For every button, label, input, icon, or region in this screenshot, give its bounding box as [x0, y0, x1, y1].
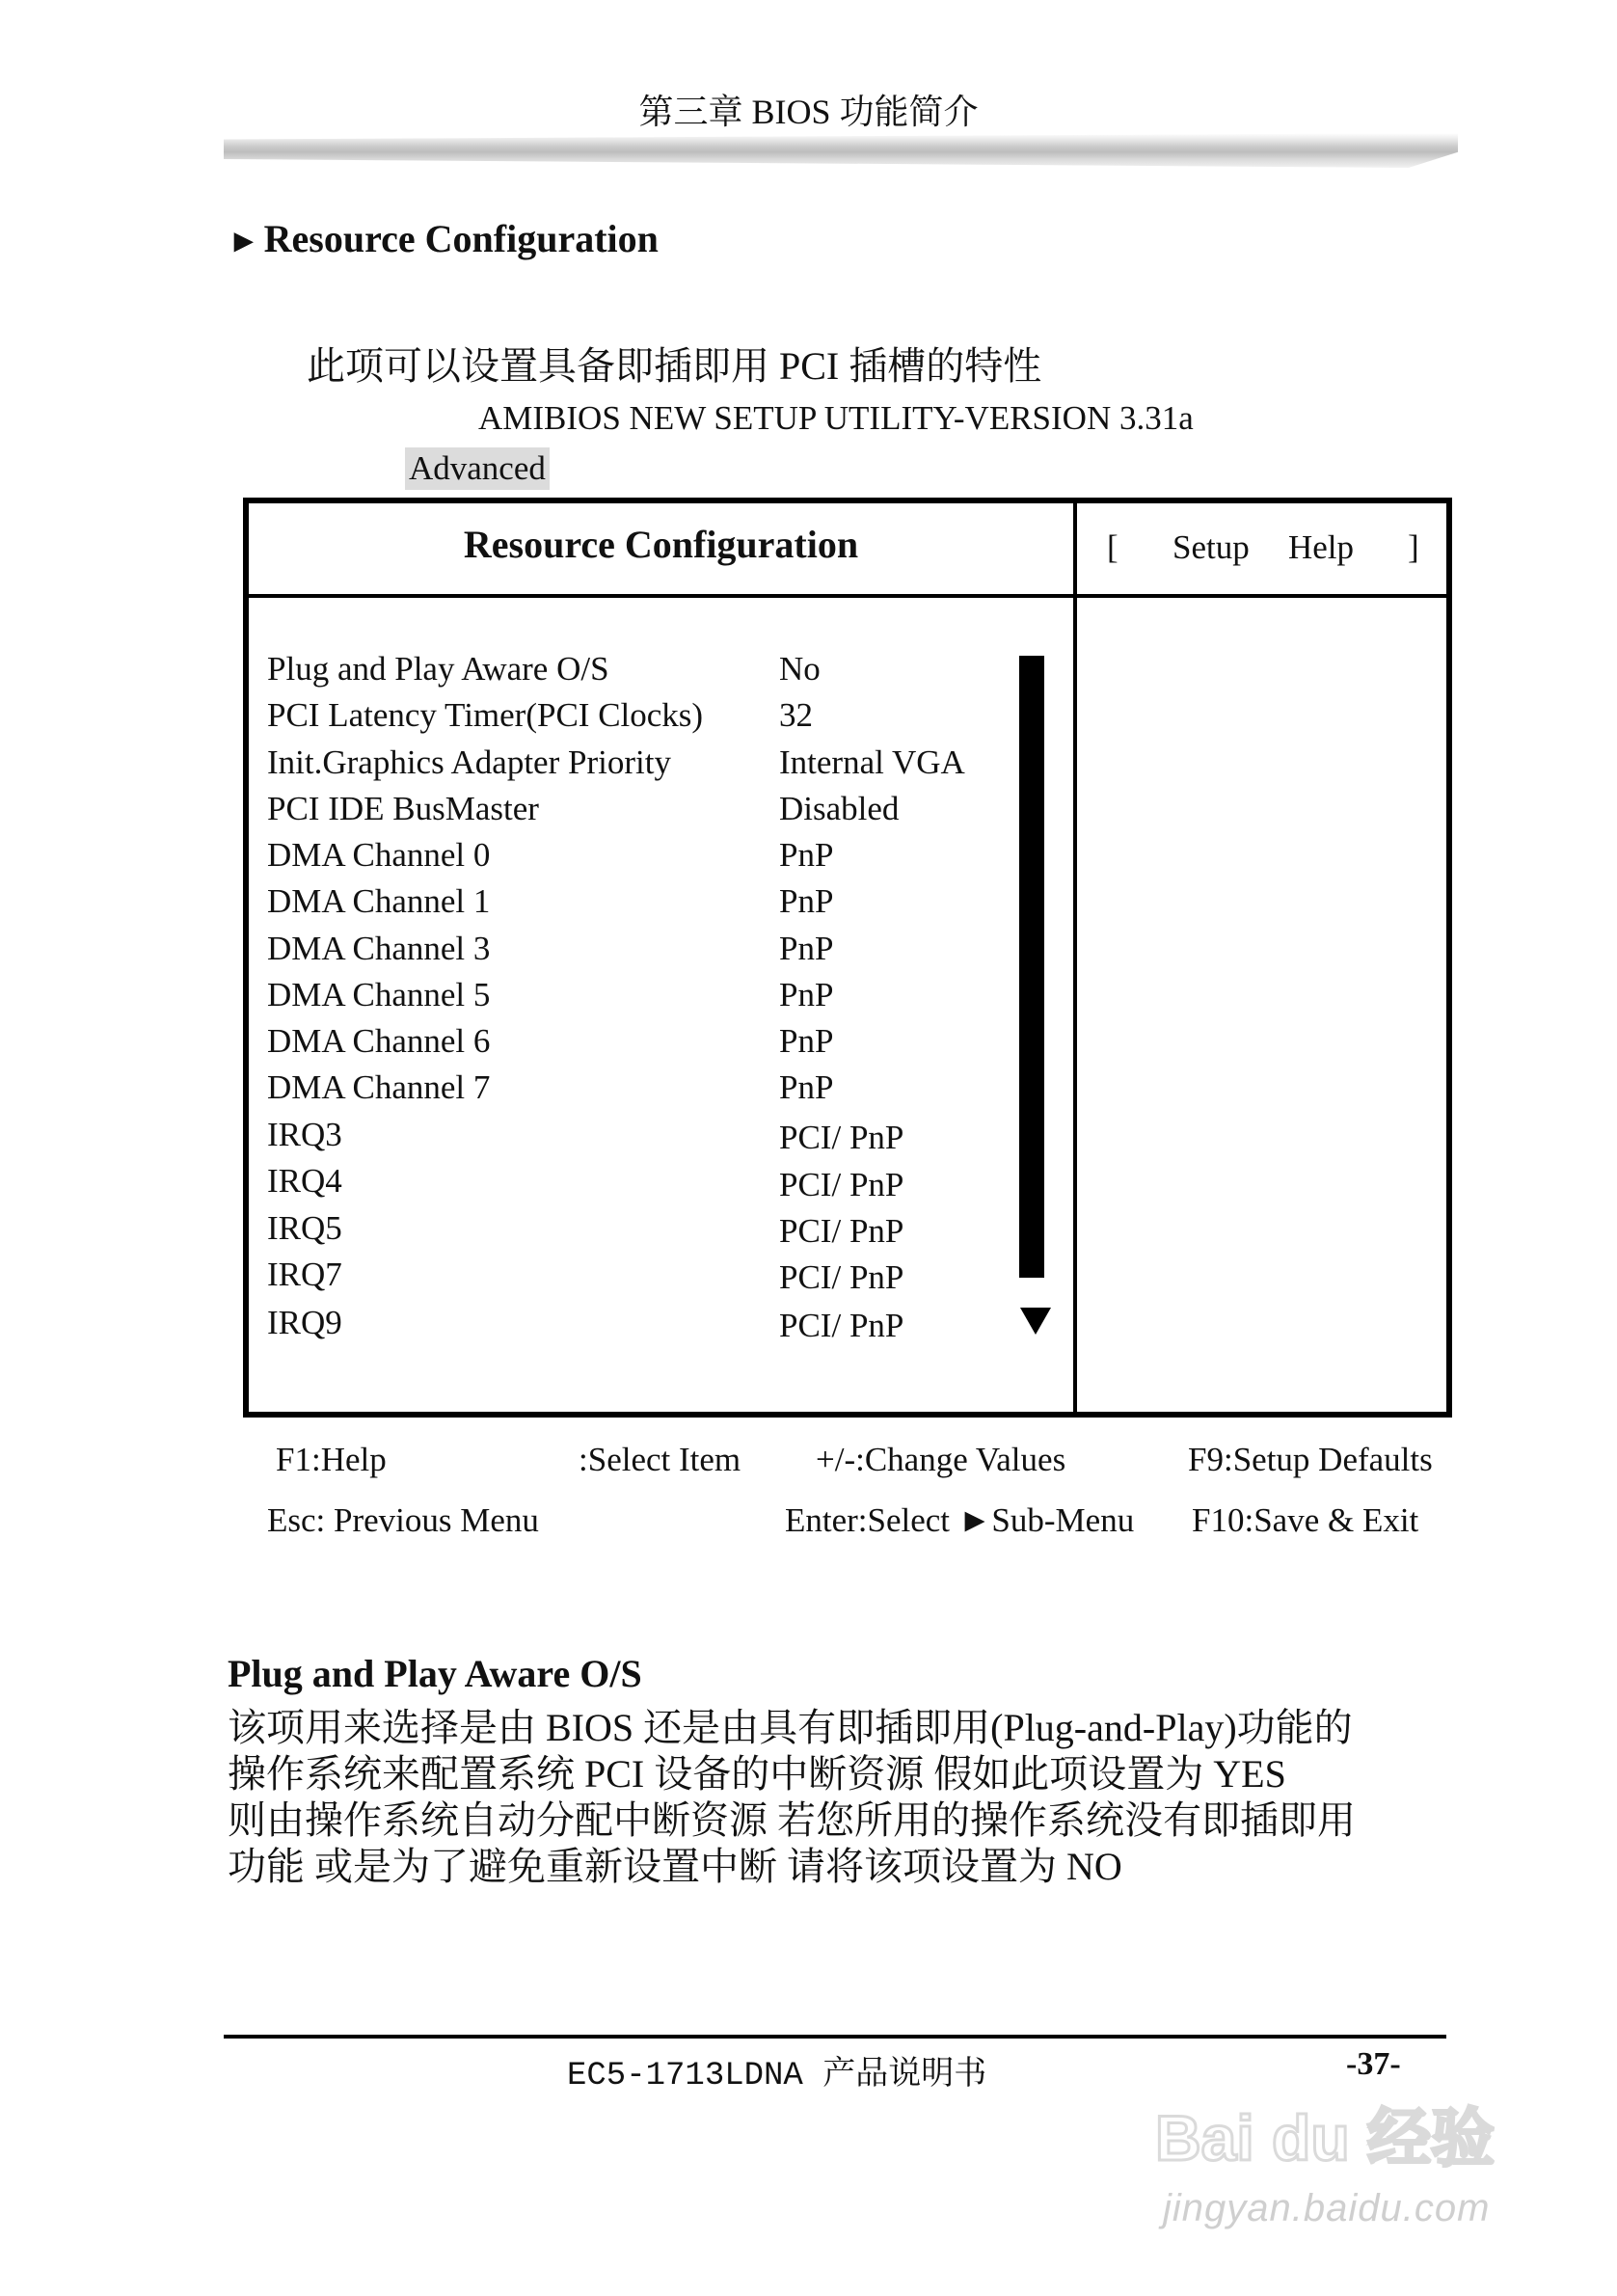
help-help-label: Help: [1288, 528, 1355, 566]
key-enter-select: Enter:Select ►Sub-Menu: [785, 1501, 1135, 1539]
description-line: 操作系统来配置系统 PCI 设备的中断资源 假如此项设置为 YES: [228, 1752, 1286, 1796]
setting-label[interactable]: DMA Channel 0: [267, 836, 491, 874]
panel-column-divider: [1073, 498, 1077, 1418]
setting-label[interactable]: DMA Channel 1: [267, 882, 491, 920]
setting-label[interactable]: IRQ7: [267, 1256, 342, 1293]
setting-value[interactable]: PnP: [779, 1022, 834, 1060]
help-bracket-open: [: [1107, 528, 1118, 566]
description-line: 功能 或是为了避免重新设置中断 请将该项设置为 NO: [228, 1845, 1122, 1888]
setting-value[interactable]: PCI/ PnP: [779, 1307, 904, 1344]
setting-label[interactable]: PCI IDE BusMaster: [267, 790, 539, 827]
section-heading-text: Resource Configuration: [263, 217, 659, 260]
panel-title: Resource Configuration: [463, 523, 859, 566]
setting-value[interactable]: PnP: [779, 836, 834, 874]
setting-value[interactable]: PnP: [779, 882, 834, 920]
watermark-site: jingyan.baidu.com: [1163, 2187, 1491, 2229]
setting-label[interactable]: DMA Channel 3: [267, 930, 491, 967]
setting-label[interactable]: IRQ5: [267, 1209, 342, 1247]
key-f10-save: F10:Save & Exit: [1192, 1501, 1419, 1539]
setting-label[interactable]: IRQ4: [267, 1162, 342, 1200]
footer-product-name: EC5-1713LDNA 产品说明书: [567, 2058, 987, 2094]
setting-value[interactable]: PCI/ PnP: [779, 1119, 904, 1156]
key-f9-defaults: F9:Setup Defaults: [1188, 1441, 1433, 1478]
key-change-values: +/-:Change Values: [816, 1441, 1066, 1478]
key-select-item: :Select Item: [579, 1441, 741, 1478]
setting-value[interactable]: PCI/ PnP: [779, 1258, 904, 1296]
setting-label[interactable]: DMA Channel 6: [267, 1022, 491, 1060]
page-number: -37-: [1346, 2046, 1401, 2082]
help-setup-label: Setup: [1172, 528, 1250, 566]
tab-advanced[interactable]: Advanced: [405, 447, 550, 490]
setting-label[interactable]: Plug and Play Aware O/S: [267, 650, 609, 688]
pointer-right-icon: ►: [228, 224, 260, 259]
setting-value[interactable]: 32: [779, 696, 813, 734]
scrollbar-thumb[interactable]: [1019, 656, 1044, 1278]
setting-label[interactable]: IRQ9: [267, 1304, 342, 1341]
section-intro: 此项可以设置具备即插即用 PCI 插槽的特性: [307, 344, 1042, 388]
baidu-watermark-logo: [1155, 2098, 1522, 2175]
chapter-title: 第三章 BIOS 功能简介: [638, 93, 979, 131]
setting-value[interactable]: Internal VGA: [779, 743, 965, 781]
header-divider: [224, 133, 1458, 168]
footer-divider: [224, 2035, 1446, 2039]
key-f1-help: F1:Help: [276, 1441, 387, 1478]
setting-label[interactable]: DMA Channel 5: [267, 976, 491, 1013]
panel-header-divider: [243, 594, 1452, 598]
setting-value[interactable]: No: [779, 650, 821, 688]
setting-value[interactable]: PnP: [779, 930, 834, 967]
scroll-down-arrow-icon[interactable]: [1020, 1308, 1051, 1335]
description-heading: Plug and Play Aware O/S: [228, 1652, 642, 1695]
setting-value[interactable]: PnP: [779, 976, 834, 1013]
setting-value[interactable]: PCI/ PnP: [779, 1166, 904, 1203]
section-heading: [228, 216, 659, 261]
setting-label[interactable]: PCI Latency Timer(PCI Clocks): [267, 696, 704, 734]
setting-value[interactable]: PnP: [779, 1068, 834, 1106]
setting-label[interactable]: IRQ3: [267, 1116, 342, 1153]
setting-value[interactable]: PCI/ PnP: [779, 1212, 904, 1250]
watermark-logo-text: Bai du 经验: [1155, 2102, 1496, 2174]
setting-label[interactable]: DMA Channel 7: [267, 1068, 491, 1106]
setting-label[interactable]: Init.Graphics Adapter Priority: [267, 743, 671, 781]
key-esc-previous: Esc: Previous Menu: [267, 1501, 539, 1539]
help-bracket-close: ]: [1408, 528, 1419, 566]
setting-value[interactable]: Disabled: [779, 790, 900, 827]
description-line: 则由操作系统自动分配中断资源 若您所用的操作系统没有即插即用: [228, 1798, 1356, 1842]
bios-utility-title: AMIBIOS NEW SETUP UTILITY-VERSION 3.31a: [478, 399, 1194, 437]
description-line: 该项用来选择是由 BIOS 还是由具有即插即用(Plug-and-Play)功能的: [228, 1706, 1353, 1749]
